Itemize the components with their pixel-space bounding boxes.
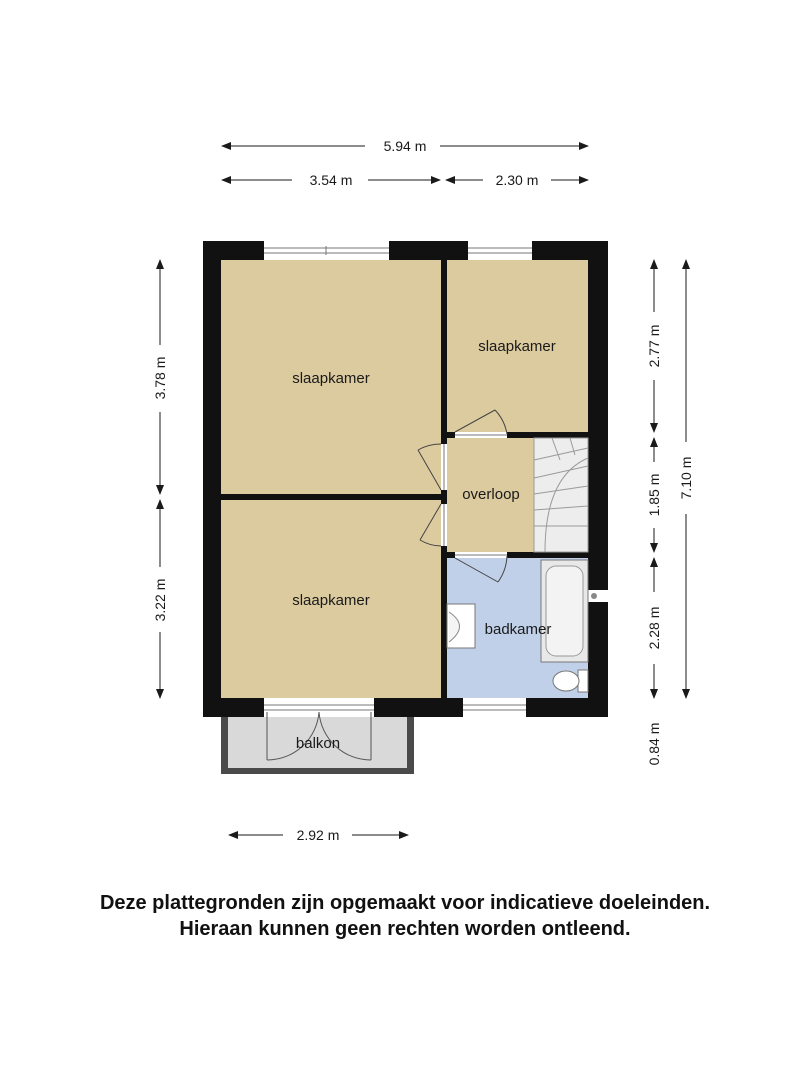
dimension-bottom-balcony [229, 827, 408, 843]
dimension-label: 2.28 m [646, 606, 662, 650]
staircase [534, 438, 588, 552]
dimension-label: 3.78 m [152, 356, 168, 400]
dimension-right-upper [646, 260, 662, 432]
bathtub [541, 560, 588, 662]
dimension-balcony-depth [646, 723, 662, 766]
dimension-right-lower [646, 558, 662, 698]
dimension-top-total [222, 138, 588, 154]
room-label-bedroom-top-left: slaapkamer [292, 370, 370, 387]
dimension-label: 2.30 m [495, 172, 539, 188]
dimension-left-lower [152, 500, 168, 698]
room-label-landing: overloop [462, 486, 520, 503]
dimension-label: 3.22 m [152, 578, 168, 622]
dimension-top-right [446, 172, 588, 188]
dimension-right-total [678, 260, 694, 698]
disclaimer [0, 890, 810, 942]
room-label-bedroom-top-right: slaapkamer [478, 338, 556, 355]
window-right-bathroom [588, 590, 608, 602]
disclaimer-line-2: Hieraan kunnen geen rechten worden ontleend. [179, 918, 631, 940]
dimension-right-middle [646, 438, 662, 552]
dimension-label: 1.85 m [646, 473, 662, 517]
room-label-bedroom-bottom-left: slaapkamer [292, 592, 370, 609]
dimension-top-left [222, 172, 440, 188]
window-bathroom [463, 698, 526, 717]
toilet [553, 670, 588, 692]
room-label-bathroom: badkamer [484, 621, 552, 638]
room-label-balcony: balkon [295, 735, 341, 752]
dimension-left-upper [152, 260, 168, 494]
dimension-label: 2.77 m [646, 324, 662, 368]
dimension-label: 0.84 m [646, 722, 662, 766]
window-top-right [468, 241, 532, 260]
dimension-label: 7.10 m [678, 456, 694, 500]
window-top-left [264, 241, 389, 260]
dimension-label: 5.94 m [383, 138, 427, 154]
disclaimer-line-1: Deze plattegronden zijn opgemaakt voor indicatieve doeleinden. [99, 892, 711, 914]
dimension-label: 2.92 m [296, 827, 340, 843]
sink [447, 604, 475, 648]
dimension-label: 3.54 m [309, 172, 353, 188]
